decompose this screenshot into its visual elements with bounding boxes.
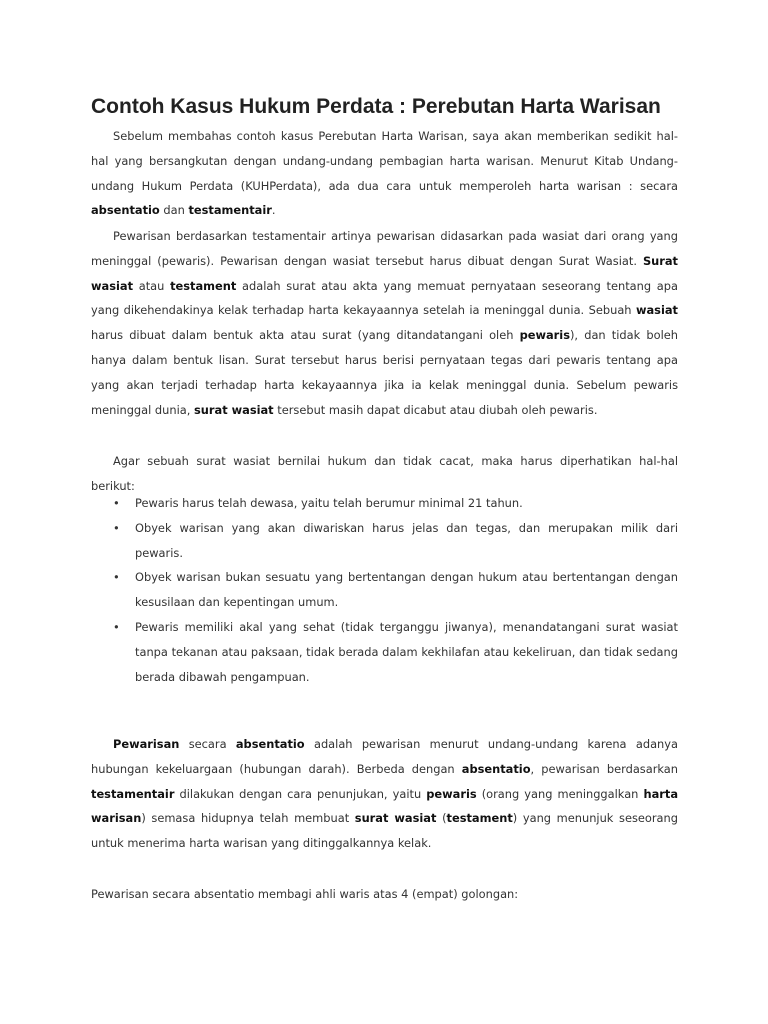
bold-text: harta warisan — [91, 786, 679, 826]
bold-text: pewaris — [426, 786, 477, 801]
testamentair-paragraph — [91, 224, 678, 422]
text: tersebut masih dapat dicabut atau diubah oleh pewaris. — [273, 402, 598, 417]
conditions-list — [91, 491, 678, 689]
text: . — [271, 203, 276, 218]
bullet-icon: • — [113, 619, 120, 634]
text: Pewarisan berdasarkan testamentair artinya pewarisan didasarkan pada wasiat dari orang yang meninggal (pewaris). Pewarisan dengan wasiat tersebut harus dibuat dengan Surat Wasiat. — [91, 229, 678, 268]
bullet-icon: • — [113, 496, 120, 510]
bold-text: pewaris — [519, 328, 570, 343]
text: ), dan tidak boleh hanya dalam bentuk lisan. Surat tersebut harus berisi pernyataan tegas dari pewaris tentang apa yang akan terjadi terhadap harta kekayaannya jika ia kelak meninggal dunia. Sebelum pewaris meninggal dunia, — [91, 328, 678, 417]
list-item — [91, 615, 678, 689]
list-item-text: Pewaris memiliki akal yang sehat (tidak terganggu jiwanya), menandatangani surat wasiat tanpa tekanan atau paksaan, tidak berada dalam kekhilafan atau kekeliruan, dan tidak sedang berada dibawah pengampuan. — [135, 619, 678, 684]
text: ) semasa hidupnya telah membuat — [141, 811, 355, 826]
bold-text: absentatio — [91, 203, 160, 218]
text: (orang yang meninggalkan — [476, 786, 644, 801]
list-item-text: Obyek warisan bukan sesuatu yang bertentangan dengan hukum atau bertentangan dengan kesusilaan dan kepentingan umum. — [135, 570, 678, 610]
bullet-icon: • — [113, 570, 120, 585]
list-item — [91, 516, 678, 566]
bold-text: testament — [446, 811, 513, 826]
text: dilakukan dengan cara penunjukan, yaitu — [174, 786, 427, 801]
text: , pewarisan berdasarkan — [530, 761, 678, 776]
text: harus dibuat dalam bentuk akta atau surat (yang ditandatangani oleh — [91, 328, 520, 343]
list-item-text: Obyek warisan yang akan diwariskan harus jelas dan tegas, dan merupakan milik dari pewaris. — [135, 520, 678, 560]
conditions-intro: Agar sebuah surat wasiat bernilai hukum dan tidak cacat, maka harus diperhatikan hal-hal berikut: — [91, 454, 678, 493]
text: adalah surat atau akta yang memuat pernyataan seseorang tentang apa yang dikehendakinya kelak terhadap harta kekayaannya setelah ia meninggal dunia. Sebuah — [91, 278, 678, 318]
list-item-text: Pewaris harus telah dewasa, yaitu telah berumur minimal 21 tahun. — [135, 496, 523, 510]
text: adalah pewarisan menurut undang-undang karena adanya hubungan kekeluargaan (hubungan darah). Berbeda dengan — [91, 737, 678, 776]
groups-intro: Pewarisan secara absentatio membagi ahli waris atas 4 (empat) golongan: — [91, 887, 519, 901]
bold-text: wasiat — [635, 303, 678, 318]
list-item — [91, 491, 678, 516]
text: atau — [133, 278, 171, 293]
bold-text: absentatio — [235, 737, 305, 751]
bold-text: testamentair — [188, 203, 272, 218]
text: ) yang menunjuk seseorang untuk menerima harta warisan yang ditinggalkannya kelak. — [91, 811, 678, 851]
list-item — [91, 565, 678, 615]
text: Sebelum membahas contoh kasus Perebutan Harta Warisan, saya akan memberikan sedikit hal-hal yang bersangkutan dengan undang-undang pembagian harta warisan. Menurut Kitab Undang-undang Hukum Perdata (KUHPerdata), ada dua cara untuk memperoleh harta warisan : secara — [91, 129, 678, 193]
bold-text: testament — [170, 278, 237, 293]
bold-text: Surat wasiat — [91, 253, 678, 293]
bold-text: testamentair — [91, 786, 175, 801]
text: secara — [179, 737, 236, 751]
bold-text: absentatio — [461, 761, 531, 776]
bold-text: surat wasiat — [194, 402, 274, 417]
bullet-icon: • — [113, 520, 120, 535]
bold-text: surat wasiat — [354, 811, 437, 826]
document-title: Contoh Kasus Hukum Perdata : Perebutan Harta Warisan — [91, 95, 661, 118]
text: ( — [436, 811, 447, 826]
text: dan — [159, 203, 189, 218]
absentatio-paragraph — [91, 732, 678, 856]
intro-paragraph — [91, 124, 678, 223]
bold-text: Pewarisan — [113, 737, 180, 751]
